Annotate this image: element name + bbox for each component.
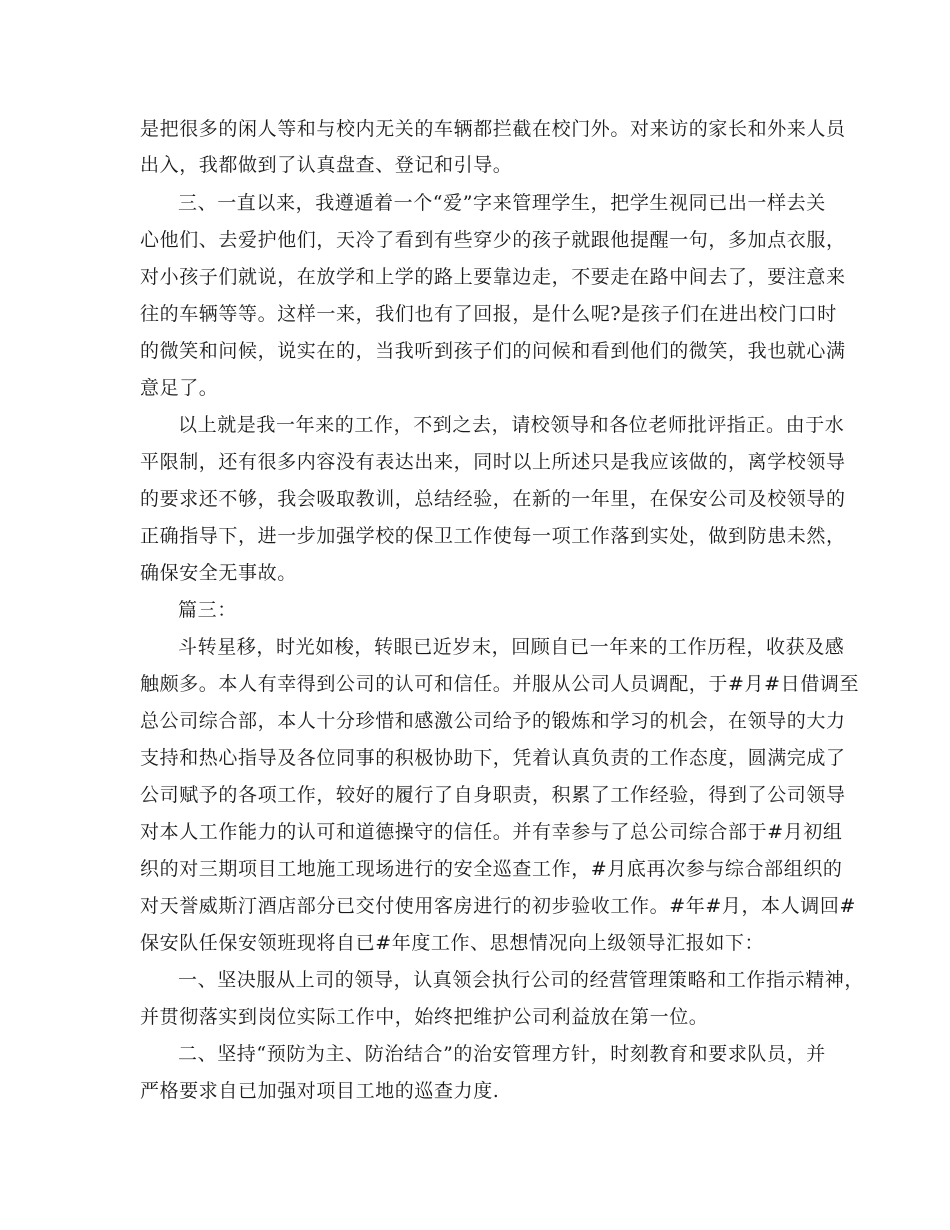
text-line: 正确指导下，进一步加强学校的保卫工作使每一项工作落到实处，做到防患未然， xyxy=(140,525,846,547)
text-line: 织的对三期项目工地施工现场进行的安全巡查工作，#月底再次参与综合部组织的 xyxy=(140,858,843,880)
text-line: 公司赋予的各项工作，较好的履行了自身职责，积累了工作经验，得到了公司领导 xyxy=(140,784,846,806)
paragraph-start-line: 斗转星移，时光如梭，转眼已近岁末，回顾自已一年来的工作历程，收获及感 xyxy=(178,636,845,658)
text-line: 严格要求自已加强对项目工地的巡查力度. xyxy=(140,1080,500,1102)
text-line: 支持和热心指导及各位同事的积极协助下，凭着认真负责的工作态度，圆满完成了 xyxy=(140,747,846,769)
section-heading: 篇三： xyxy=(178,599,237,621)
paragraph-start-line: 三、一直以来，我遵遁着一个“爱”字来管理学生，把学生视同已出一样去关 xyxy=(178,192,826,214)
text-line: 往的车辆等等。这样一来，我们也有了回报，是什么呢?是孩子们在进出校门口时 xyxy=(140,303,837,325)
text-line: 确保安全无事故。 xyxy=(140,562,297,584)
text-line: 意足了。 xyxy=(140,377,219,399)
text-line: 的微笑和问候，说实在的，当我听到孩子们的问候和看到他们的微笑，我也就心满 xyxy=(140,340,846,362)
text-line: 平限制，还有很多内容没有表达出来，同时以上所述只是我应该做的，离学校领导 xyxy=(140,451,846,473)
text-line: 总公司综合部，本人十分珍惜和感激公司给予的锻炼和学习的机会，在领导的大力 xyxy=(140,710,846,732)
text-line: 对小孩子们就说，在放学和上学的路上要靠边走，不要走在路中间去了，要注意来 xyxy=(140,266,846,288)
text-line: 心他们、去爱护他们，天冷了看到有些穿少的孩子就跟他提醒一句，多加点衣服， xyxy=(140,229,846,251)
text-line: 对天誉威斯汀酒店部分已交付使用客房进行的初步验收工作。#年#月，本人调回# xyxy=(140,895,856,917)
text-line: 是把很多的闲人等和与校内无关的车辆都拦截在校门外。对来访的家长和外来人员 xyxy=(140,118,846,140)
text-line: 出入，我都做到了认真盘查、登记和引导。 xyxy=(140,154,513,176)
text-line: 触颇多。本人有幸得到公司的认可和信任。并服从公司人员调配，于#月#日借调至 xyxy=(140,673,860,695)
text-line: 对本人工作能力的认可和道德操守的信任。并有幸参与了总公司综合部于#月初组 xyxy=(140,821,843,843)
text-line: 并贯彻落实到岗位实际工作中，始终把维护公司利益放在第一位。 xyxy=(140,1006,709,1028)
text-line: 的要求还不够，我会吸取教训，总结经验，在新的一年里，在保安公司及校领导的 xyxy=(140,488,846,510)
paragraph-start-line: 一、坚决服从上司的领导，认真领会执行公司的经营管理策略和工作指示精神， xyxy=(178,969,865,991)
paragraph-start-line: 以上就是我一年来的工作，不到之去，请校领导和各位老师批评指正。由于水 xyxy=(178,414,845,436)
paragraph-start-line: 二、坚持“预防为主、防治结合”的治安管理方针，时刻教育和要求队员，并 xyxy=(178,1043,826,1065)
text-line: 保安队任保安领班现将自已#年度工作、思想情况向上级领导汇报如下： xyxy=(140,932,765,954)
